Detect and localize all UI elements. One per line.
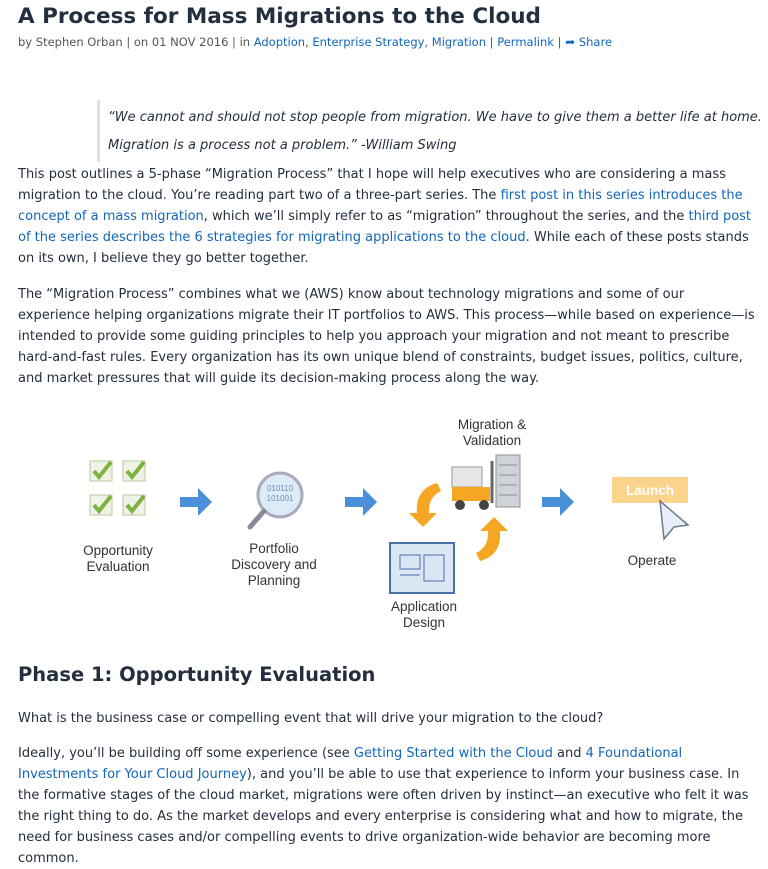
launch-label: Launch [625, 483, 675, 498]
forklift-icon [452, 461, 492, 510]
intro-text-1: This post outlines a 5-phase “Migration Process” that I hope will help executives who are considering a mass migration to the cloud. You’re reading part two of a three-part series. The [18, 167, 726, 203]
phase1-text-2: and [552, 746, 586, 761]
on-prefix: on [133, 35, 149, 49]
first-post-link[interactable]: first post in this series introduces the concept of a mass migration [18, 188, 743, 224]
quote-line-1: “We cannot and should not stop people from migration. We have to give them a better life at home. [108, 110, 762, 125]
checklist-icon [90, 461, 145, 515]
byline: by Stephen Orban | on 01 NOV 2016 | in Adoption, Enterprise Strategy, Migration | Permalink | ➦ Share [18, 35, 613, 49]
share-icon: ➦ [565, 35, 576, 49]
step-label-line: Design [402, 615, 446, 630]
quote-line-2: Migration is a process not a problem.” -William Swing [108, 138, 457, 153]
permalink-link[interactable]: Permalink [497, 35, 554, 49]
step-label-line: Opportunity [83, 543, 153, 558]
pull-quote [97, 100, 768, 162]
category-link-enterprise-strategy[interactable]: Enterprise Strategy [312, 35, 425, 49]
getting-started-link[interactable]: Getting Started with the Cloud [353, 746, 553, 761]
article-title: A Process for Mass Migrations to the Cloud [18, 4, 541, 29]
author-name: Stephen Orban [35, 35, 123, 49]
magnifier-binary-icon [250, 473, 302, 527]
phase1-text-1: Ideally, you’ll be building off some experience (see [18, 746, 354, 761]
by-prefix: by [18, 35, 33, 49]
step-label-line: Application [390, 599, 458, 614]
svg-text:010110: 010110 [266, 484, 294, 493]
arrow-right-icon [180, 488, 212, 516]
share-link[interactable] [565, 35, 612, 49]
arrow-right-icon [542, 488, 574, 516]
phase1-paragraph [18, 743, 758, 869]
step-label-line: Migration & [457, 417, 527, 432]
category-link-adoption[interactable]: Adoption [253, 35, 306, 49]
phase1-question: What is the business case or compelling event that will drive your migration to the cloud? [18, 711, 604, 726]
byline-separator: | [126, 35, 131, 49]
byline-separator: | [489, 35, 494, 49]
byline-separator: | [557, 35, 562, 49]
share-label: Share [578, 35, 613, 49]
step-label-line: Operate [627, 553, 677, 568]
cursor-icon [660, 501, 688, 539]
foundational-investments-link[interactable]: 4 Foundational Investments for Your Cloud Journey [18, 746, 683, 782]
intro-text-3: . While each of these posts stands on its own, I believe they go better together. [18, 230, 749, 266]
arrow-right-icon [345, 488, 377, 516]
blueprint-icon [390, 543, 454, 593]
phase1-text-3: ), and you’ll be able to use that experience to inform your business case. In the formative stages of the cloud market, migrations were often driven by instinct—an executive who felt it was the right thing to do. As the market develops and every enterprise is considering what and how to migrate, the need for business cases and/or compelling events to drive organization-wide behavior are becoming more common. [18, 767, 749, 866]
category-link-migration[interactable]: Migration [431, 35, 487, 49]
launch-button-icon [612, 477, 688, 503]
svg-text:101001: 101001 [266, 494, 294, 503]
phase1-heading: Phase 1: Opportunity Evaluation [18, 663, 376, 686]
third-post-link[interactable]: third post of the series describes the 6 strategies for migrating applications to the cloud [18, 209, 752, 245]
process-paragraph: The “Migration Process” combines what we (AWS) know about technology migrations and some of our experience helping organizations migrate their IT portfolios to AWS. This process—while based on experience—is intended to provide some guiding principles to help you approach your migration and not meant to prescribe hard-and-fast rules. Every organization has its own unique blend of constraints, budget issues, politics, culture, and market pressures that will guide its decision-making process along the way. [18, 287, 755, 386]
step-label-line: Discovery and [231, 557, 317, 572]
step-label-line: Planning [247, 573, 301, 588]
step-label-line: Validation [462, 433, 522, 448]
migration-process-diagram [0, 405, 768, 645]
intro-paragraph [18, 164, 758, 269]
byline-separator: | [232, 35, 236, 49]
publish-date: 01 NOV 2016 [151, 35, 229, 49]
server-rack-icon [496, 455, 520, 507]
in-prefix: in [239, 35, 251, 49]
step-label-line: Evaluation [86, 559, 150, 574]
intro-text-2: , which we’ll simply refer to as “migration” throughout the series, and the [203, 209, 689, 224]
step-label-line: Portfolio [249, 541, 299, 556]
